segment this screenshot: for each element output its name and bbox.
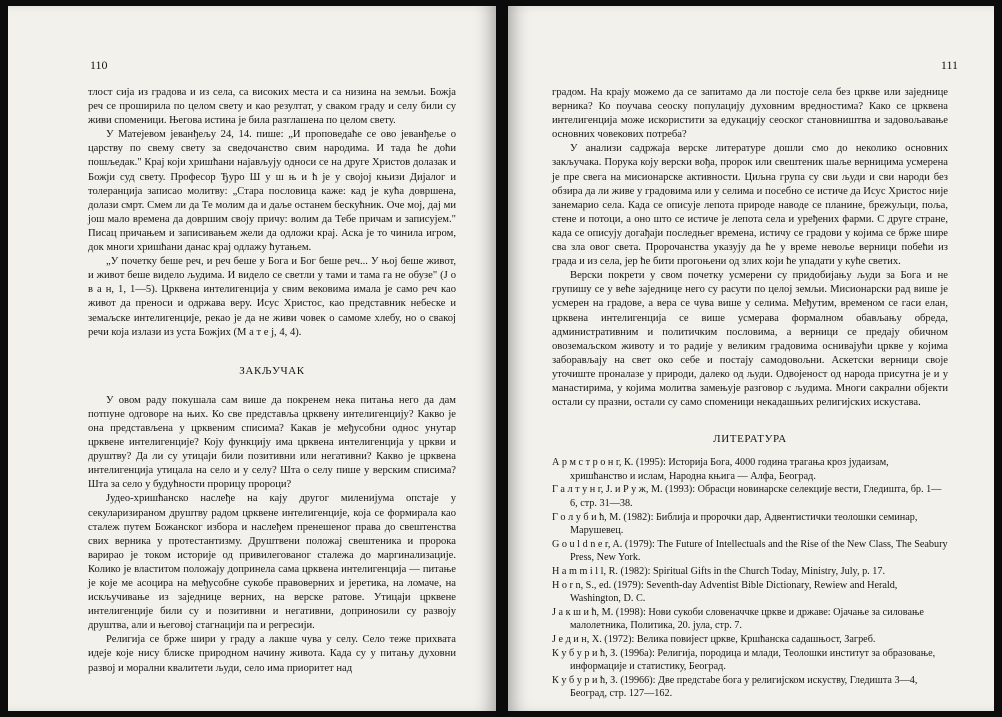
paragraph: У овом раду покушала сам више да покренем нека питања него да дам потпуне одговоре на њих. Ко све представља црквену интелигенцију? Какво је она представљена у црквеним списима? Какав је међусобни однос унутар црквене интелигенције? Коју функцију има црквена интелигенција у цркви и друштву? Да ли су утицаји били позитивни или негативни? Какво је црквена интелигенција утицала на село и у селу? Шта о селу пише у верским списима? Шта за село у будућности прорицу пророци? bbox=[88, 394, 456, 491]
paragraph: градом. На крају можемо да се запитамо да ли постоје села без цркве или заједнице верника? Ко поучава сеоску популацију духовним вредностима? Како се црквена интелигенција може искористити за едукацију сеоског становништва и задовољавање основних човекових потреба? bbox=[552, 87, 948, 141]
section-heading-conclusion: ЗАКЉУЧАК bbox=[239, 364, 305, 377]
left-page bbox=[8, 6, 496, 711]
paragraph: У анализи садржаја верске литературе дошли смо до неколико основних закључака. Порука коју верски вођа, пророк или свештеник шаље верницима усмерена је пре свега на мисионарске активности. Циљна група су сви људи и сви народи без обзира да ли живе у градовима или у селима и посебно се истиче да Исус Христос није занемарио села. Када се описује лепота природе наводе се планине, брежуљци, поља, стене и потоци, а оно што се истиче је лепота села и уређених фарми. С друге стране, када се описују догађаји последњег времена, истичу се градови у којима се брже шире сва зла овог света. Пророчанства указују да ће у време невоље верници побећи из града и из села, јер ће бити прогоњени од злих који ће упадати у куће светих. bbox=[552, 143, 948, 268]
paragraph: Религија се брже шири у граду а лакше чува у селу. Село теже прихвата идеје које нису блиске природном начину живота. Када су у питању духовни развој и морални квалитети људи, село има приоритет над bbox=[88, 634, 456, 674]
reference-item: H a m m i l l, R. (1982): Spiritual Gifts in the Church Today, Ministry, July, p. 17. bbox=[552, 566, 886, 577]
paragraph: „У почетку беше реч, и реч беше у Бога и Бог беше реч... У њој беше живот, и живот беше видело људима. И видело се светли у тами и тама га не обузе" (Ј о в а н, 1, 1—5). Црквена интелигенција у свим вековима имала је само реч као живот да преноси и одржава веру. Исус Христос, као представник небеске и земаљске интелигенције, рекао је да не живи човек о самоме хлебу, но о свакој речи која излази из уста Божјих (М а т е ј, 4, 4). bbox=[88, 256, 456, 338]
reference-item: Г о л у б и ћ, М. (1982): Библија и пророчки дар, Адвентистички теолошки семинар, Марушевец. bbox=[552, 511, 918, 537]
book-gutter bbox=[496, 0, 508, 717]
reference-item: К у б у р и ћ, З. (19966): Две предстаbе бога у религијском искуству, Гледишта 3—4, Београд, стр. 127—162. bbox=[552, 674, 918, 700]
reference-item: Г а л т у н г, Ј. и Р у ж, М. (1993): Обрасци новинарске селекције вести, Гледишта, бр. 1—6, стр. 31—38. bbox=[552, 484, 942, 510]
reference-item: А р м с т р о н г, К. (1995): Историја Бога, 4000 година трагања кроз јудаизам, хришћанство и ислам, Народна књига — Алфа, Београд. bbox=[552, 457, 889, 482]
reference-item: Ј а к ш и ћ, М. (1998): Нови сукоби словеначчке цркве и државе: Ојачање за силовање малолетника, Политика, 20. јула, стр. 7. bbox=[552, 606, 924, 632]
reference-item: G o u l d n e r, A. (1979): The Future of Intellectuals and the Rise of the New Class, The Seabury Press, New York. bbox=[552, 538, 948, 564]
page-number-right: 111 bbox=[940, 58, 958, 72]
page-number-left: 110 bbox=[90, 58, 108, 72]
reference-item: H o r n, S., ed. (1979): Seventh-day Adventist Bible Dictionary, Rewiew and Herald, Washington, D. C. bbox=[552, 579, 898, 605]
right-page-body bbox=[552, 86, 948, 701]
references-heading: ЛИТЕРАТУРА bbox=[713, 433, 787, 446]
reference-item: К у б у р и ћ, З. (1996а): Религија, породица и млади, Теолошки институт за образовање, информације и статистику, Београд. bbox=[552, 647, 936, 673]
reference-item: Ј е д и н, Х. (1972): Велика повијест цркве, Кршћанска садашњост, Загреб. bbox=[552, 633, 876, 645]
paragraph: У Матејевом јеванђељу 24, 14. пише: „И проповедаће се ово јеванђеље о царству по свему свету за сведочанство свим народима. И тада ће доћи пошљедак." Крај који хришћани најављују односи се на друге Христов долазак и Божји суд свету. Професор Ђуро Ш у ш њ и ћ је у својој књизи Дијалог и толеранција записао молитву: „Стара пословица каже: кад је кућа довршена, долази смрт. Смем ли да Те молим да и даље останем бескућник. Оче мој, дај ми још мало времена да довршим своју причу: волим да Тебе причам и записујем." Писац причањем и записивањем жели да одложи крај. Аска је то чинила игром, док многи хришћани данас крај одлажу ћутањем. bbox=[88, 129, 456, 254]
paragraph: тлост сија из градова и из села, са високих места и са низина на земљи. Божја реч се проширила по целом свету и као резултат, у сваком граду и селу били су живи споменици. Његова истина је била разглашена по целом свету. bbox=[88, 87, 456, 127]
right-page bbox=[508, 6, 994, 711]
left-page-body bbox=[88, 86, 456, 676]
reference-list bbox=[552, 456, 948, 701]
paragraph: Јудео-хришћанско наслеђе на кају другог миленијума опстаје у секуларизираном друштву радом црквене интелигенције, која се формирала као сталеж путем Божанског избора и наслеђем пренешеног права до свештенства свих верника у протестантизму. Друштвени положај свештеника и пророка варирао је током историје од привилегованог сталежа до маргинализације. Колико је властитом положају допринела сама црквена интелигенција — питање је које ме асоцира на међусобне сукобе правоверних и јеретика, на ломаче, на искључивање из заједнице верних, на верске ратове. Утицаји црквене интелигенције били су и позитивни и негативни, допринosили су развоју друштва, али и његовој стагнацији па и регресији. bbox=[88, 493, 456, 632]
paragraph: Верски покрети у свом почетку усмерени су придобијању људи за Бога и не групишу се у веће заједнице него су расути по целој земљи. Мисионарски рад више је усмерен на градове, а вера се чува више у селима. Међутим, временом се гаси елан, црквена интелигенција се више усмерава формалном обављању обреда, административним и политичким пословима, а верници се предају обичном овоземаљском животу и то радије у великим градовима оснивајући цркве у којима заборављају на свет око себе и постају самодовољни. Аскетски верници своје уточиште проналазе у природи, далеко од људи. Одвојеност од народа присутна је и у манастирима, у којима молитва замењује разговор с људима. Многи сакрални објекти остали су празни, остали су само споменици некадашњих религијских искустава. bbox=[552, 270, 948, 409]
